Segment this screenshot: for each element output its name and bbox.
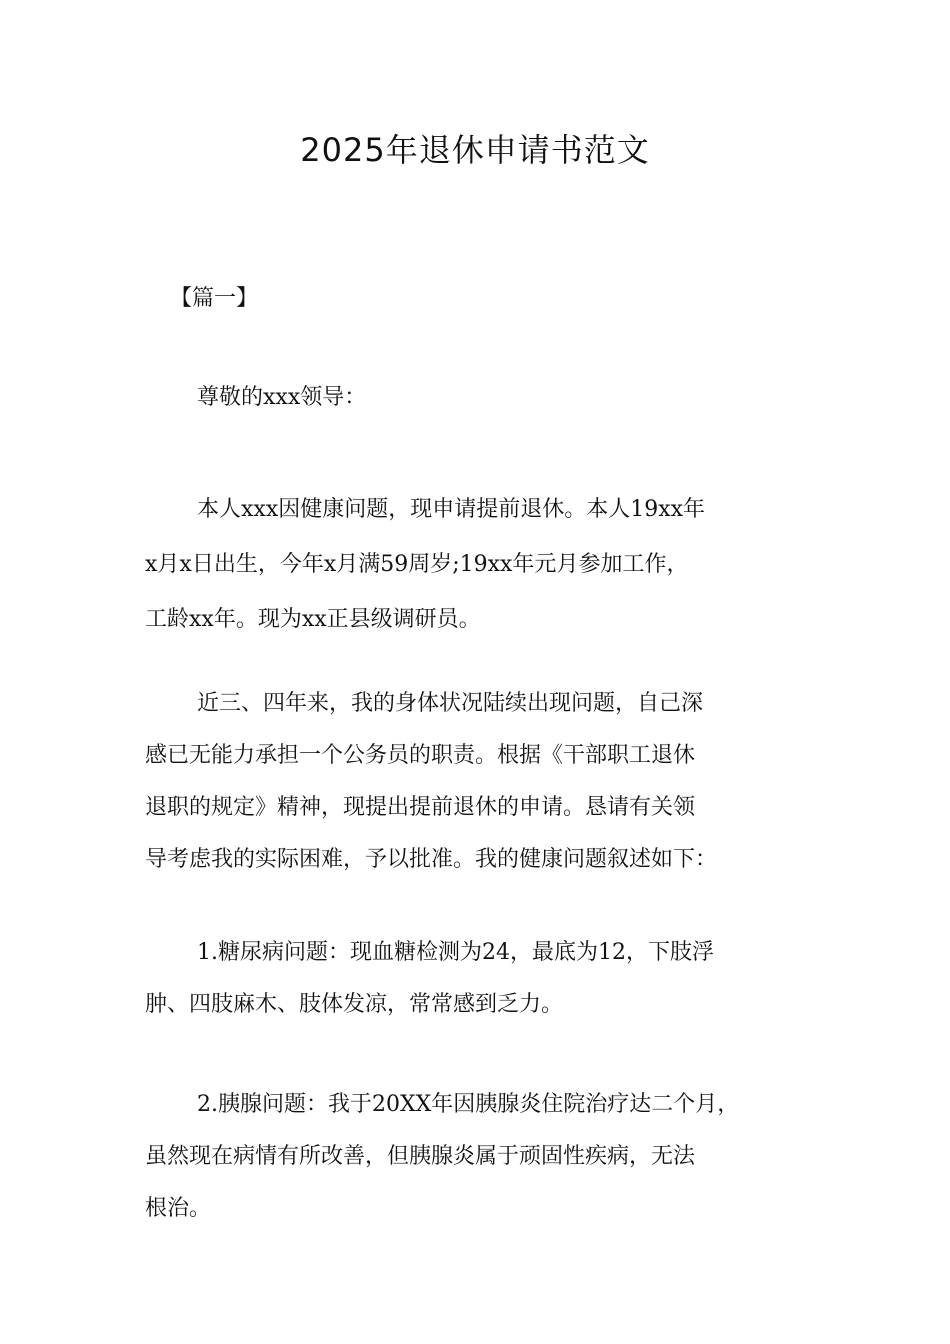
intro-line: 本人xxx因健康问题，现申请提前退休。本人19xx年 (197, 497, 706, 522)
reason-paragraph (145, 678, 810, 886)
intro-line: 工龄xx年。现为xx正县级调研员。 (145, 607, 481, 632)
reason-line: 感已无能力承担一个公务员的职责。根据《干部职工退休 (145, 743, 696, 768)
item-line: 肿、四肢麻木、肢体发凉，常常感到乏力。 (145, 992, 564, 1017)
section-label: 【篇一】 (170, 286, 259, 311)
health-item-pancreas (145, 1079, 810, 1235)
salutation: 尊敬的xxx领导： (197, 385, 367, 410)
reason-line: 退职的规定》精神，现提出提前退休的申请。恳请有关领 (145, 795, 696, 820)
reason-line: 近三、四年来，我的身体状况陆续出现问题，自己深 (197, 691, 704, 716)
item-line: 根治。 (145, 1196, 212, 1221)
health-item-diabetes (145, 927, 810, 1031)
intro-paragraph (145, 482, 810, 647)
item-line: 2.胰腺问题：我于20XX年因胰腺炎住院治疗达二个月， (197, 1092, 740, 1117)
intro-line: x月x日出生，今年x月满59周岁;19xx年元月参加工作， (145, 552, 689, 577)
item-line: 虽然现在病情有所改善，但胰腺炎属于顽固性疾病，无法 (145, 1144, 696, 1169)
document-title: 2025年退休申请书范文 (300, 131, 650, 169)
reason-line: 导考虑我的实际困难，予以批准。我的健康问题叙述如下： (145, 847, 718, 872)
item-line: 1.糖尿病问题：现血糖检测为24，最底为12，下肢浮 (197, 940, 714, 965)
